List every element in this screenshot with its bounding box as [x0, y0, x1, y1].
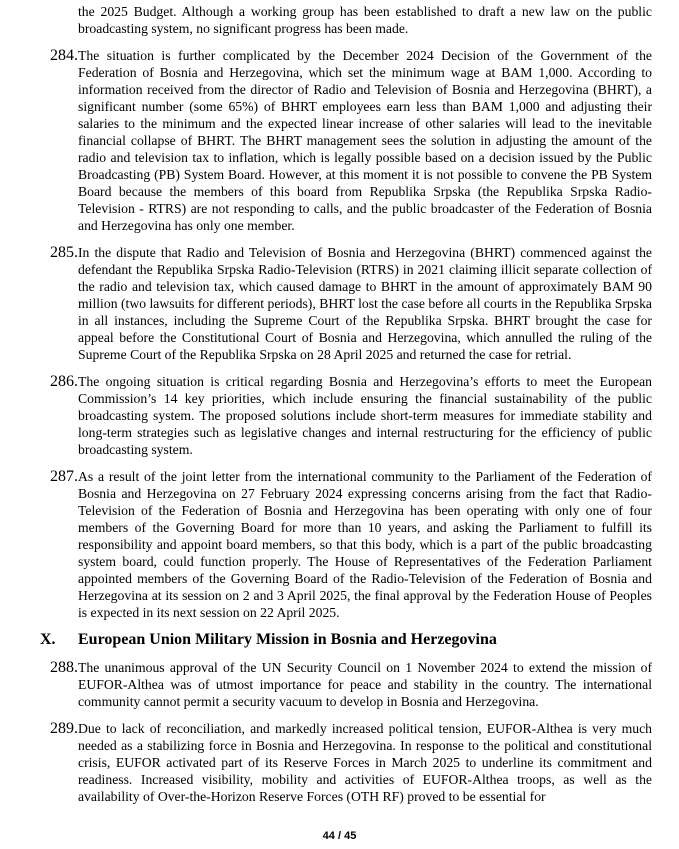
paragraph-289 — [40, 720, 652, 805]
paragraph-text: The unanimous approval of the UN Security Council on 1 November 2024 to extend the mission of EUFOR-Althea was of utmost importance for peace and stability in the country. The international community cannot permit a security vacuum to develop in Bosnia and Herzegovina. — [78, 660, 652, 709]
continuation-paragraph: the 2025 Budget. Although a working group has been established to draft a new law on the public broadcasting system, no significant progress has been made. — [78, 4, 652, 36]
paragraph-number: 285. — [50, 244, 78, 261]
paragraph-number: 288. — [50, 659, 78, 676]
paragraph-number: 284. — [50, 47, 78, 64]
section-number: X. — [40, 631, 56, 648]
paragraph-text: In the dispute that Radio and Television of Bosnia and Herzegovina (BHRT) commenced against the defendant the Republika Srpska Radio-Television (RTRS) in 2021 claiming illicit separate collection of the radio and television tax, which caused damage to BHRT in the amount of approximately BAM 90 million (two lawsuits for different periods), BHRT lost the case before all courts in the Republika Srpska in all instances, including the Supreme Court of the Republika Srpska. BHRT brought the case for appeal before the Constitutional Court of Bosnia and Herzegovina, which annulled the ruling of the Supreme Court of the Republika Srpska on 28 April 2025 and returned the case for retrial. — [78, 245, 652, 362]
paragraph-number: 286. — [50, 373, 78, 390]
paragraph-number: 289. — [50, 720, 78, 737]
paragraph-285 — [40, 244, 652, 363]
section-heading — [40, 631, 652, 649]
paragraph-text: The situation is further complicated by the December 2024 Decision of the Government of the Federation of Bosnia and Herzegovina, which set the minimum wage at BAM 1,000. According to information received from the director of Radio and Television of Bosnia and Herzegovina (BHRT), a significant number (some 65%) of BHRT employees earn less than BAM 1,000 and adjusting their salaries to the minimum and the expected linear increase of other salaries will lead to the inevitable financial collapse of BHRT. The BHRT management sees the solution in adjusting the amount of the radio and television tax to inflation, which is legally possible based on a decision issued by the Public Broadcasting (PB) System Board. However, at this moment it is not possible to convene the PB System Board because the members of this board from Republika Srpska (the Republika Srpska Radio-Television - RTRS) are not responding to calls, and the public broadcaster of the Federation of Bosnia and Herzegovina has only one member. — [78, 48, 652, 233]
section-title: European Union Military Mission in Bosnia and Herzegovina — [78, 631, 497, 648]
paragraph-284 — [40, 47, 652, 234]
paragraph-text: As a result of the joint letter from the international community to the Parliament of the Federation of Bosnia and Herzegovina on 27 February 2024 expressing concerns arising from the fact that Radio-Television of the Federation of Bosnia and Herzegovina has been operating with only one of four members of the Governing Board for more than 10 years, and asking the Parliament to fulfill its responsibility and appoint board members, so that this body, which is a part of the public broadcasting system board, could function properly. The House of Representatives of the Federation Parliament appointed members of the Governing Board of the Radio-Television of the Federation of Bosnia and Herzegovina at its session on 2 and 3 April 2025, the final approval by the Federation House of Peoples is expected in its next session on 22 April 2025. — [78, 469, 652, 620]
paragraph-number: 287. — [50, 468, 78, 485]
document-body — [40, 3, 652, 815]
page-number: 44 / 45 — [322, 830, 357, 842]
paragraph-text: The ongoing situation is critical regarding Bosnia and Herzegovina’s efforts to meet the European Commission’s 14 key priorities, which include ensuring the financial sustainability of the public broadcasting system. The proposed solutions include short-term measures for immediate stability and long-term strategies such as legislative changes and internal restructuring for the efficiency of public broadcasting system. — [78, 374, 652, 457]
paragraph-287 — [40, 468, 652, 621]
paragraph-288 — [40, 659, 652, 710]
paragraph-text: Due to lack of reconciliation, and markedly increased political tension, EUFOR-Althea is very much needed as a stabilizing force in Bosnia and Herzegovina. In response to the political and constitutional crisis, EUFOR activated part of its Reserve Forces in March 2025 to underline its commitment and readiness. Increased visibility, mobility and activities of EUFOR-Althea troops, as well as the availability of Over-the-Horizon Reserve Forces (OTH RF) proved to be essential for — [78, 721, 652, 804]
paragraph-286 — [40, 373, 652, 458]
